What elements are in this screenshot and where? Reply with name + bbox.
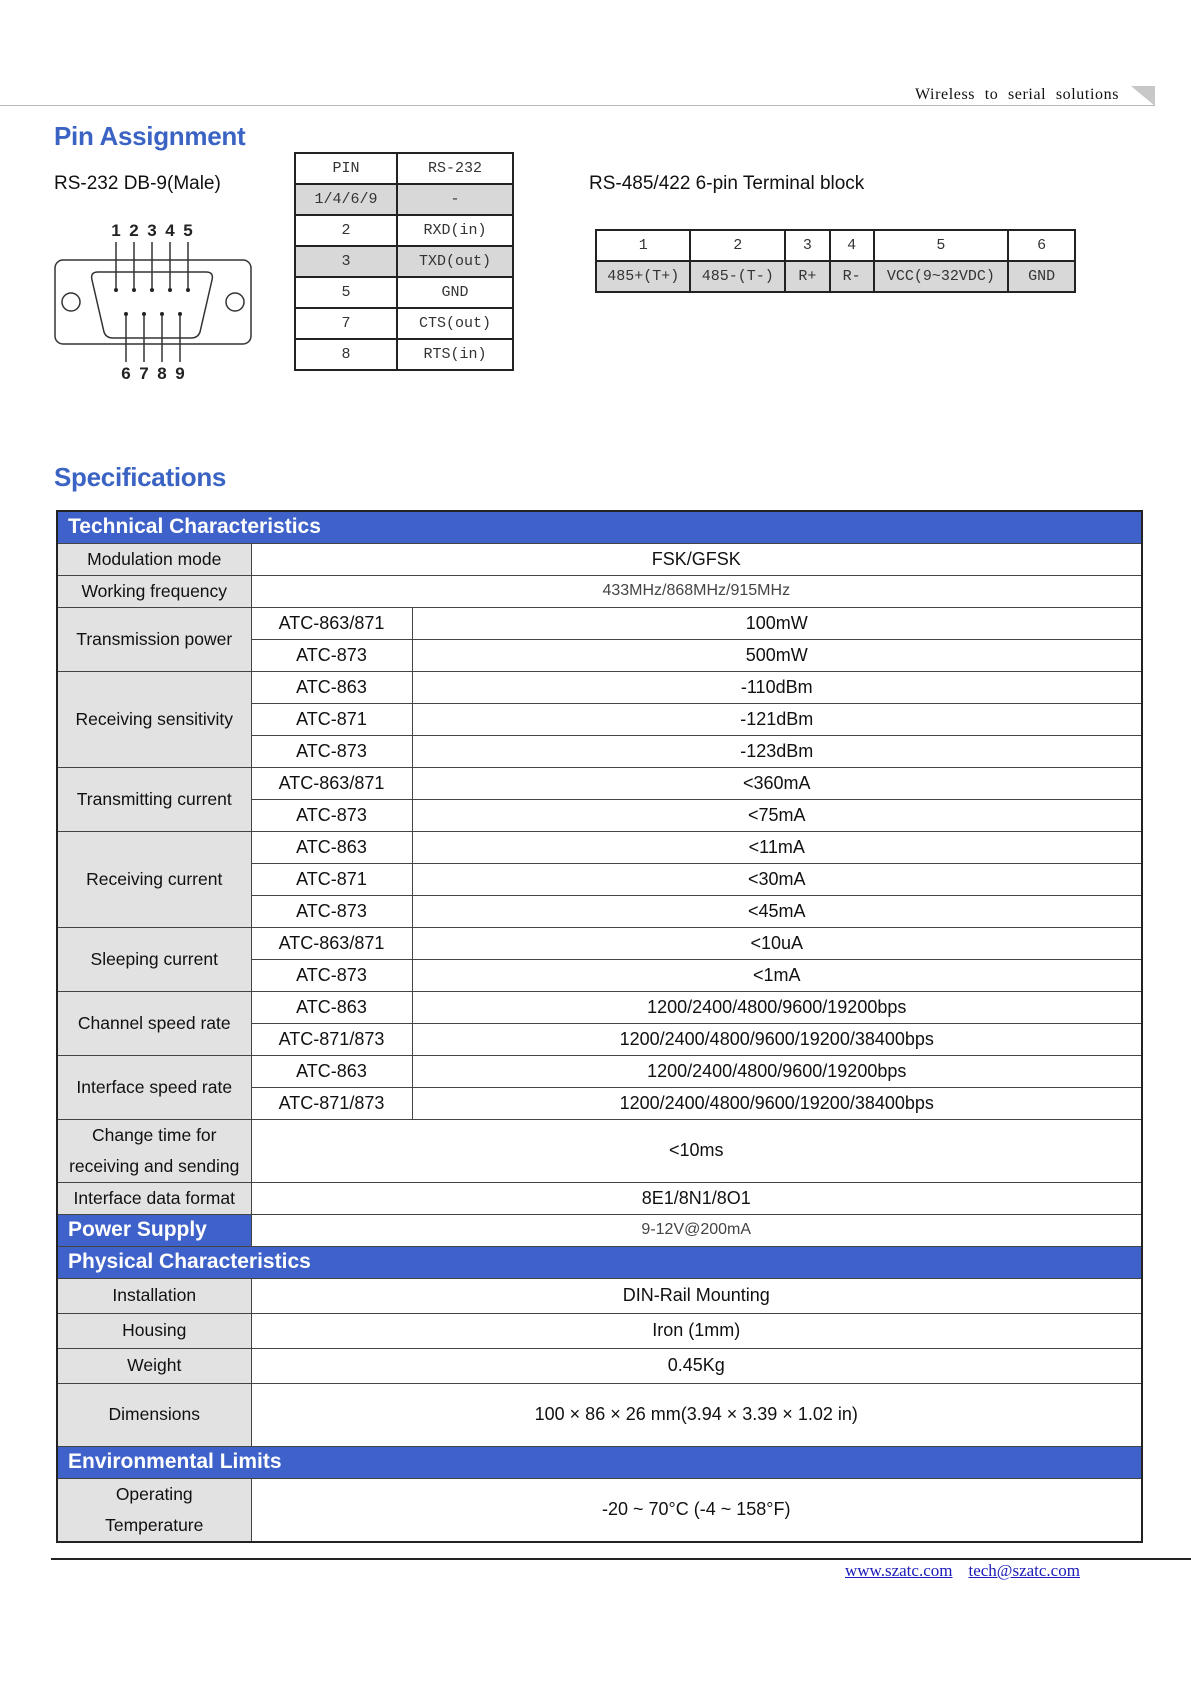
model-cell: ATC-871/873	[251, 1087, 412, 1119]
terminal-signal: R-	[830, 261, 874, 292]
model-cell: ATC-863	[251, 991, 412, 1023]
param-value: <10uA	[412, 927, 1142, 959]
param-value: -121dBm	[412, 703, 1142, 735]
signal-cell: RTS(in)	[397, 339, 513, 370]
model-cell: ATC-871/873	[251, 1023, 412, 1055]
param-value: 1200/2400/4800/9600/19200bps	[412, 991, 1142, 1023]
param-label: Interface data format	[57, 1182, 251, 1214]
pin-assignment-title: Pin Assignment	[54, 121, 246, 151]
param-value: 433MHz/868MHz/915MHz	[251, 575, 1142, 607]
header-triangle-icon	[1131, 86, 1155, 106]
db9-pin-label: 6	[121, 364, 131, 383]
param-label-line: receiving and sending	[69, 1155, 240, 1176]
param-label-line: Operating	[115, 1483, 193, 1504]
param-label: Housing	[57, 1313, 251, 1348]
header-divider	[0, 105, 1155, 106]
table-row	[57, 1348, 1142, 1383]
pin-table-header: PIN	[295, 153, 397, 184]
param-label: Installation	[57, 1278, 251, 1313]
db9-screw-hole	[62, 293, 80, 311]
param-value: <30mA	[412, 863, 1142, 895]
model-cell: ATC-871	[251, 703, 412, 735]
param-value: 0.45Kg	[251, 1348, 1142, 1383]
table-row	[57, 511, 1142, 543]
param-value: 100 × 86 × 26 mm(3.94 × 3.39 × 1.02 in)	[251, 1383, 1142, 1446]
param-value: -123dBm	[412, 735, 1142, 767]
rs232-label: RS-232 DB-9(Male)	[54, 173, 221, 194]
param-value: FSK/GFSK	[251, 543, 1142, 575]
param-value: 1200/2400/4800/9600/19200/38400bps	[412, 1087, 1142, 1119]
table-row	[57, 607, 1142, 639]
param-value: 8E1/8N1/8O1	[251, 1182, 1142, 1214]
signal-cell: GND	[397, 277, 513, 308]
param-label: Weight	[57, 1348, 251, 1383]
table-row	[295, 184, 513, 215]
db9-pin-label: 9	[175, 364, 185, 383]
table-row	[57, 1478, 1142, 1542]
model-cell: ATC-873	[251, 959, 412, 991]
table-row	[295, 339, 513, 370]
param-value: <10ms	[251, 1119, 1142, 1182]
param-label: Modulation mode	[57, 543, 251, 575]
param-value: -20 ~ 70°C (-4 ~ 158°F)	[251, 1478, 1142, 1542]
table-row	[57, 1182, 1142, 1214]
specifications-table	[56, 510, 1143, 1543]
model-cell: ATC-873	[251, 735, 412, 767]
table-row	[57, 1055, 1142, 1087]
db9-pin-label: 5	[183, 221, 193, 240]
param-value: <75mA	[412, 799, 1142, 831]
footer-divider	[51, 1558, 1191, 1560]
header-tagline: Wireless to serial solutions	[915, 86, 1120, 103]
terminal-number: 6	[1008, 230, 1075, 261]
param-label: Dimensions	[57, 1383, 251, 1446]
signal-cell: CTS(out)	[397, 308, 513, 339]
band-physical: Physical Characteristics	[57, 1246, 1142, 1278]
pin-cell: 7	[295, 308, 397, 339]
table-row	[57, 1214, 1142, 1246]
rs232-pin-table	[294, 152, 514, 371]
table-row	[295, 153, 513, 184]
model-cell: ATC-873	[251, 895, 412, 927]
terminal-number: 2	[690, 230, 784, 261]
pin-table-header: RS-232	[397, 153, 513, 184]
param-label-line: Change time for	[91, 1124, 217, 1145]
pin-cell: 5	[295, 277, 397, 308]
param-label-line: Temperature	[105, 1514, 204, 1535]
table-row	[57, 575, 1142, 607]
param-label: Interface speed rate	[57, 1055, 251, 1119]
param-value: -110dBm	[412, 671, 1142, 703]
param-label: Receiving current	[57, 831, 251, 927]
param-label: Transmitting current	[57, 767, 251, 831]
band-power-supply: Power Supply	[57, 1214, 251, 1246]
table-row	[295, 308, 513, 339]
param-label: Receiving sensitivity	[57, 671, 251, 767]
db9-connector-diagram	[54, 216, 254, 388]
table-row	[57, 927, 1142, 959]
table-row	[295, 215, 513, 246]
terminal-signal: 485-(T-)	[690, 261, 784, 292]
table-row	[57, 1119, 1142, 1182]
db9-pin-label: 8	[157, 364, 167, 383]
pin-cell: 2	[295, 215, 397, 246]
param-value: <1mA	[412, 959, 1142, 991]
terminal-signal: GND	[1008, 261, 1075, 292]
specifications-title: Specifications	[54, 462, 227, 492]
model-cell: ATC-863/871	[251, 607, 412, 639]
table-row	[57, 1278, 1142, 1313]
table-row	[57, 1446, 1142, 1478]
model-cell: ATC-871	[251, 863, 412, 895]
table-row	[57, 991, 1142, 1023]
specifications-table-wrapper	[56, 510, 1143, 1543]
db9-screw-hole	[226, 293, 244, 311]
param-value: <11mA	[412, 831, 1142, 863]
signal-cell: TXD(out)	[397, 246, 513, 277]
model-cell: ATC-863	[251, 1055, 412, 1087]
terminal-number: 4	[830, 230, 874, 261]
table-row	[295, 246, 513, 277]
param-value: DIN-Rail Mounting	[251, 1278, 1142, 1313]
param-label	[57, 1478, 251, 1542]
table-row	[57, 1246, 1142, 1278]
terminal-number: 3	[785, 230, 830, 261]
param-label: Working frequency	[57, 575, 251, 607]
param-value: 1200/2400/4800/9600/19200bps	[412, 1055, 1142, 1087]
db9-pin-label: 1	[111, 221, 121, 240]
db9-pin-label: 2	[129, 221, 139, 240]
email-link[interactable]: tech@szatc.com	[968, 1561, 1080, 1580]
param-label: Transmission power	[57, 607, 251, 671]
db9-pin-label: 7	[139, 364, 149, 383]
table-row	[57, 543, 1142, 575]
model-cell: ATC-863/871	[251, 927, 412, 959]
table-row	[596, 230, 1075, 261]
signal-cell: -	[397, 184, 513, 215]
pin-cell: 1/4/6/9	[295, 184, 397, 215]
param-value: Iron (1mm)	[251, 1313, 1142, 1348]
table-row	[57, 767, 1142, 799]
terminal-signal: VCC(9~32VDC)	[874, 261, 1009, 292]
param-label: Sleeping current	[57, 927, 251, 991]
param-value: <360mA	[412, 767, 1142, 799]
signal-cell: RXD(in)	[397, 215, 513, 246]
param-value: 500mW	[412, 639, 1142, 671]
db9-pin-label: 4	[165, 221, 175, 240]
param-value: 1200/2400/4800/9600/19200/38400bps	[412, 1023, 1142, 1055]
model-cell: ATC-863/871	[251, 767, 412, 799]
footer-links	[845, 1561, 1080, 1581]
model-cell: ATC-873	[251, 799, 412, 831]
db9-pin-label: 3	[147, 221, 157, 240]
band-technical: Technical Characteristics	[57, 511, 1142, 543]
terminal-number: 5	[874, 230, 1009, 261]
model-cell: ATC-863	[251, 831, 412, 863]
table-row	[57, 831, 1142, 863]
table-row	[57, 1383, 1142, 1446]
band-environmental: Environmental Limits	[57, 1446, 1142, 1478]
model-cell: ATC-873	[251, 639, 412, 671]
table-row	[596, 261, 1075, 292]
param-value: <45mA	[412, 895, 1142, 927]
param-label: Channel speed rate	[57, 991, 251, 1055]
website-link[interactable]: www.szatc.com	[845, 1561, 953, 1580]
param-label	[57, 1119, 251, 1182]
table-row	[295, 277, 513, 308]
param-value: 9-12V@200mA	[251, 1214, 1142, 1246]
param-value: 100mW	[412, 607, 1142, 639]
rs485-label: RS-485/422 6-pin Terminal block	[589, 173, 865, 194]
table-row	[57, 1313, 1142, 1348]
model-cell: ATC-863	[251, 671, 412, 703]
terminal-signal: R+	[785, 261, 830, 292]
pin-cell: 3	[295, 246, 397, 277]
pin-cell: 8	[295, 339, 397, 370]
terminal-signal: 485+(T+)	[596, 261, 690, 292]
terminal-number: 1	[596, 230, 690, 261]
terminal-block-table	[595, 229, 1076, 293]
table-row	[57, 671, 1142, 703]
